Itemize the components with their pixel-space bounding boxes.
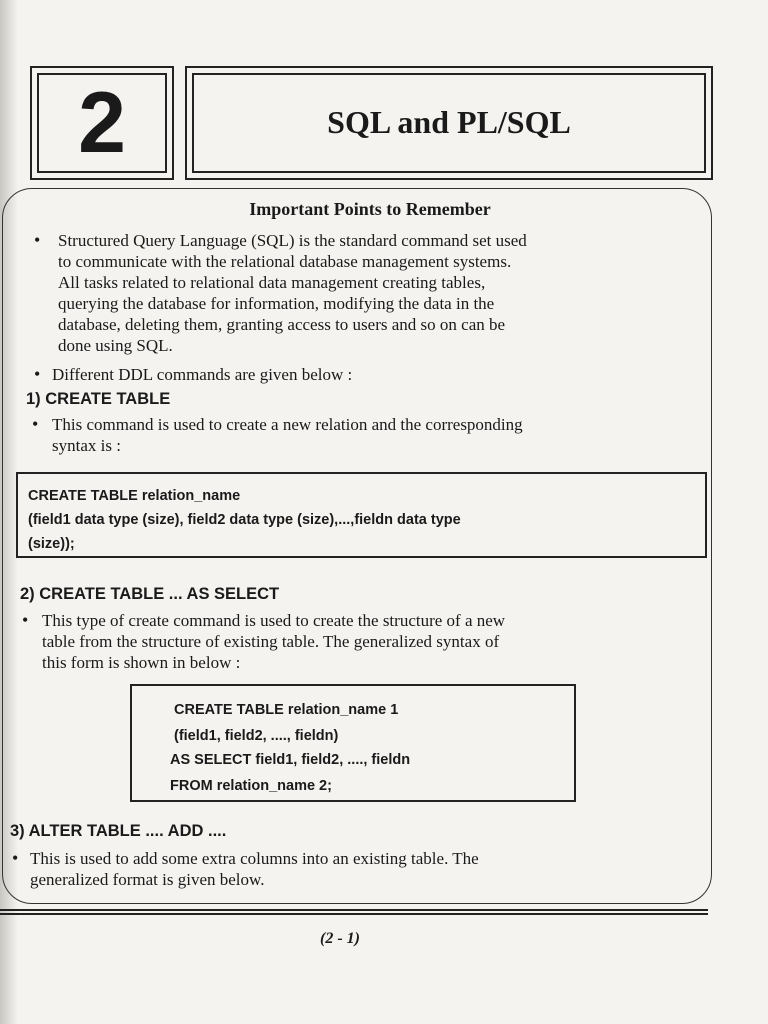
syntax-line: CREATE TABLE relation_name 1 xyxy=(174,702,399,718)
page-number: (2 - 1) xyxy=(320,930,360,947)
section-description xyxy=(42,610,698,673)
syntax-box-create-table xyxy=(16,472,707,558)
ddl-intro: Different DDL commands are given below : xyxy=(52,365,353,384)
intro-line: querying the database for information, modifying the data in the xyxy=(58,294,495,313)
description-line: table from the structure of existing table. The generalized syntax of xyxy=(42,632,500,651)
chapter-title: SQL and PL/SQL xyxy=(327,104,571,140)
section-heading-create-table-as-select: 2) CREATE TABLE ... AS SELECT xyxy=(20,585,280,603)
description-line: this form is shown in below : xyxy=(42,653,241,672)
intro-line: database, deleting them, granting access to users and so on can be xyxy=(58,315,506,334)
description-line: This is used to add some extra columns into an existing table. The xyxy=(30,849,479,868)
syntax-line: (field1, field2, ...., fieldn) xyxy=(174,728,339,744)
bullet-icon: • xyxy=(12,848,19,868)
chapter-number-box xyxy=(30,66,174,180)
footer-rule xyxy=(0,913,708,915)
syntax-box-create-table-as-select xyxy=(130,684,576,802)
section-heading-create-table: 1) CREATE TABLE xyxy=(26,390,171,408)
description-line: generalized format is given below. xyxy=(30,870,265,889)
footer-rule xyxy=(0,909,708,911)
description-line: This command is used to create a new relation and the corresponding xyxy=(52,415,523,434)
box-title: Important Points to Remember xyxy=(249,199,491,219)
syntax-line: AS SELECT field1, field2, ...., fieldn xyxy=(170,752,411,768)
syntax-line: CREATE TABLE relation_name xyxy=(28,488,241,504)
bullet-icon: • xyxy=(22,610,29,630)
syntax-line: FROM relation_name 2; xyxy=(170,778,332,794)
description-line: syntax is : xyxy=(52,436,121,455)
intro-line: to communicate with the relational database management systems. xyxy=(58,252,512,271)
intro-line: done using SQL. xyxy=(58,336,173,355)
bullet-icon: • xyxy=(34,364,41,384)
section-description xyxy=(30,848,698,890)
intro-line: All tasks related to relational data management creating tables, xyxy=(58,273,486,292)
intro-paragraph xyxy=(58,230,698,356)
bullet-icon: • xyxy=(34,230,41,250)
intro-line: Structured Query Language (SQL) is the standard command set used xyxy=(58,231,527,250)
section-description xyxy=(52,414,700,456)
chapter-title-box xyxy=(185,66,713,180)
bullet-icon: • xyxy=(32,414,39,434)
section-heading-alter-table-add: 3) ALTER TABLE .... ADD .... xyxy=(10,822,227,840)
description-line: This type of create command is used to create the structure of a new xyxy=(42,611,506,630)
syntax-line: (size)); xyxy=(28,536,75,552)
syntax-line: (field1 data type (size), field2 data type (size),...,fieldn data type xyxy=(28,512,461,528)
chapter-number: 2 xyxy=(78,75,126,171)
